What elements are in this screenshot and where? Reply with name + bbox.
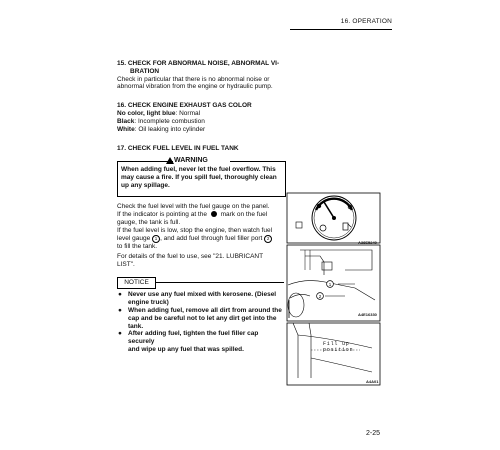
- fuel-tank-figure: [287, 245, 380, 321]
- s17-title: 17. CHECK FUEL LEVEL IN FUEL TANK: [117, 145, 239, 152]
- fill-up-line2: position: [323, 347, 354, 353]
- notice-item-3-line1: After adding fuel, tighten the fuel filler cap securely: [128, 330, 259, 345]
- notice-bullet-2: ●: [118, 307, 122, 314]
- s17-p1-line1: Check the fuel level with the fuel gauge on the panel.: [117, 203, 270, 210]
- fuel-gauge-figure: [287, 193, 380, 243]
- callout-1-icon: 1: [152, 235, 160, 243]
- filler-figure-code: A4A01: [366, 379, 379, 384]
- warning-title: WARNING: [174, 157, 208, 164]
- s17-p2-line1: If the fuel level is low, stop the engine, then watch fuel: [117, 227, 273, 234]
- s16-line2-value: : Incomplete combustion: [134, 118, 205, 125]
- s16-line2-label: Black: [117, 118, 135, 125]
- fill-up-line1: Fill up: [323, 341, 350, 347]
- section-header: 16. OPERATION: [340, 18, 392, 25]
- warning-line3: up any spillage.: [121, 181, 170, 189]
- s16-line3-value: : Oil leaking into cylinder: [134, 126, 206, 133]
- gauge-figure-code: A38E5240: [358, 240, 377, 245]
- s15-title-line1: 15. CHECK FOR ABNORMAL NOISE, ABNORMAL VI-: [117, 60, 280, 67]
- s16-line1-value: : Normal: [175, 110, 201, 117]
- notice-item-3-line2: and wipe up any fuel that was spilled.: [128, 345, 244, 353]
- s17-p1-line3: gauge, the tank is full.: [117, 219, 181, 226]
- notice-bullet-3: ●: [118, 330, 122, 337]
- s15-body-line2: abnormal vibration from the engine or hydraulic pump.: [117, 83, 273, 91]
- warning-line2: may cause a fire. If you spill fuel, thoroughly clean: [121, 173, 277, 181]
- callout-2-icon: 2: [264, 235, 272, 243]
- s17-p2-line2a: level gauge: [117, 235, 151, 242]
- s17-p2-line2b: , and add fuel through fuel filler port: [160, 235, 263, 242]
- fill-up-position-label: [323, 341, 353, 353]
- s16-line3-label: White: [117, 126, 135, 133]
- s17-p1-line2b: mark on the fuel: [220, 211, 268, 218]
- s17-p2-line3: to fill the tank.: [117, 243, 158, 250]
- notice-label: NOTICE: [117, 277, 156, 289]
- s17-p3-line2: LIST".: [117, 261, 135, 268]
- notice-item-2-line3: tank.: [128, 322, 144, 330]
- page-number: 2-25: [366, 430, 381, 437]
- s15-title-line2: BRATION: [130, 67, 160, 75]
- s16-line1-label: No color, light blue: [117, 110, 176, 117]
- notice-item-1-line1: Never use any fuel mixed with kerosene. (Diesel: [128, 291, 277, 298]
- callout-2-label: 2: [318, 294, 322, 299]
- s16-title: 16. CHECK ENGINE EXHAUST GAS COLOR: [117, 102, 252, 109]
- notice-bullet-1: ●: [118, 291, 122, 298]
- s17-p3-line1: For details of the fuel to use, see "21. LUBRICANT: [117, 253, 264, 260]
- s17-p1-line2a: If the indicator is pointing at the: [117, 211, 207, 218]
- callout-1-label: 1: [328, 282, 332, 287]
- notice-item-2-line2: cap and be careful not to let any dirt get into the: [128, 314, 277, 322]
- warning-line1: When adding fuel, never let the fuel overflow. This: [121, 166, 276, 173]
- tank-figure-code: A4E16330: [358, 312, 377, 317]
- s15-body-line1: Check in particular that there is no abnormal noise or: [117, 75, 270, 83]
- notice-item-2-line1: When adding fuel, remove all dirt from around the: [128, 307, 282, 314]
- notice-item-1-line2: engine truck): [128, 298, 169, 306]
- filler-figure: [287, 323, 380, 385]
